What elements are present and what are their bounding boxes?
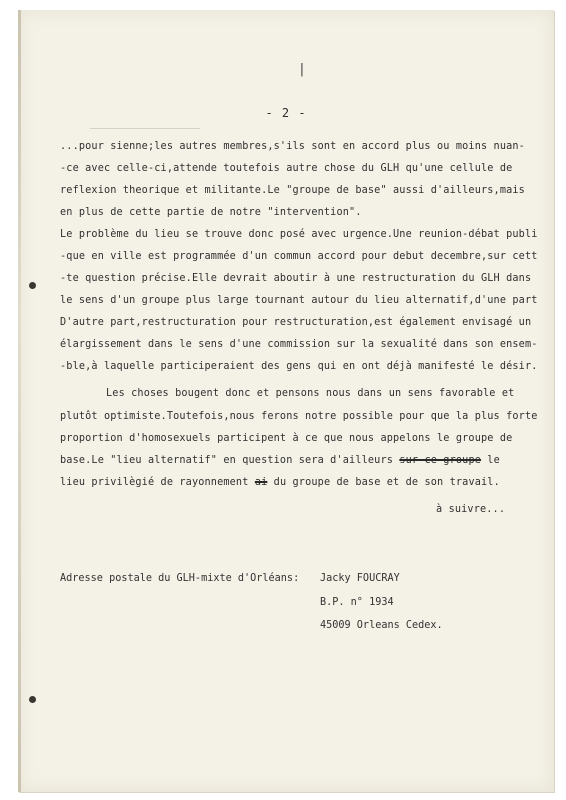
text-line: Les choses bougent donc et pensons nous dans un sens favorable et	[106, 388, 515, 399]
text-line: proportion d'homosexuels participent à ce que nous appelons le groupe de	[60, 433, 513, 444]
page-number: - 2 -	[265, 106, 307, 120]
text-line	[60, 477, 500, 489]
text-line: en plus de cette partie de notre "intervention".	[60, 207, 362, 218]
text-line: plutôt optimiste.Toutefois,nous ferons notre possible pour que la plus forte	[60, 411, 538, 422]
text-line: -que en ville est programmée d'un commun accord pour debut decembre,sur cett	[60, 251, 538, 262]
text-line: Le problème du lieu se trouve donc posé avec urgence.Une reunion-débat publi	[60, 229, 538, 240]
text-line: le sens d'un groupe plus large tournant autour du lieu alternatif,d'une part	[60, 295, 538, 306]
address-box: B.P. n° 1934	[320, 597, 394, 608]
text-line	[60, 455, 500, 467]
text-segment: du groupe de base et de son travail.	[267, 477, 500, 488]
text-segment: lieu privilègié de rayonnement	[60, 477, 249, 488]
punch-hole	[29, 696, 36, 703]
text-line: ...pour sienne;les autres membres,s'ils sont en accord plus ou moins nuan-	[60, 141, 525, 152]
text-segment: le	[481, 455, 500, 466]
text-line: -te question précise.Elle devrait aboutir à une restructuration du GLH dans	[60, 273, 532, 284]
address-label: Adresse postale du GLH-mixte d'Orléans:	[60, 573, 300, 584]
document-page	[18, 10, 554, 792]
to-be-continued: à suivre...	[436, 504, 506, 515]
page-edge	[18, 10, 21, 792]
address-city: 45009 Orleans Cedex.	[320, 620, 443, 631]
text-line: -ble,à laquelle participeraient des gens qui en ont déjà manifesté le désir.	[60, 361, 538, 372]
punch-hole	[29, 282, 36, 289]
struck-text: sur ce groupe	[399, 455, 482, 466]
text-line: élargissement dans le sens d'une commission sur la sexualité dans son ensem-	[60, 339, 538, 350]
struck-text: ai	[254, 477, 268, 488]
text-segment: base.Le "lieu alternatif" en question sera d'ailleurs	[60, 455, 394, 466]
paper-mark	[90, 128, 200, 129]
text-line: -ce avec celle-ci,attende toutefois autre chose du GLH qu'une cellule de	[60, 163, 513, 174]
address-name: Jacky FOUCRAY	[320, 573, 400, 584]
text-line: reflexion theorique et militante.Le "groupe de base" aussi d'ailleurs,mais	[60, 185, 525, 196]
top-mark: |	[298, 62, 306, 77]
text-line: D'autre part,restructuration pour restructuration,est également envisagé un	[60, 317, 532, 328]
